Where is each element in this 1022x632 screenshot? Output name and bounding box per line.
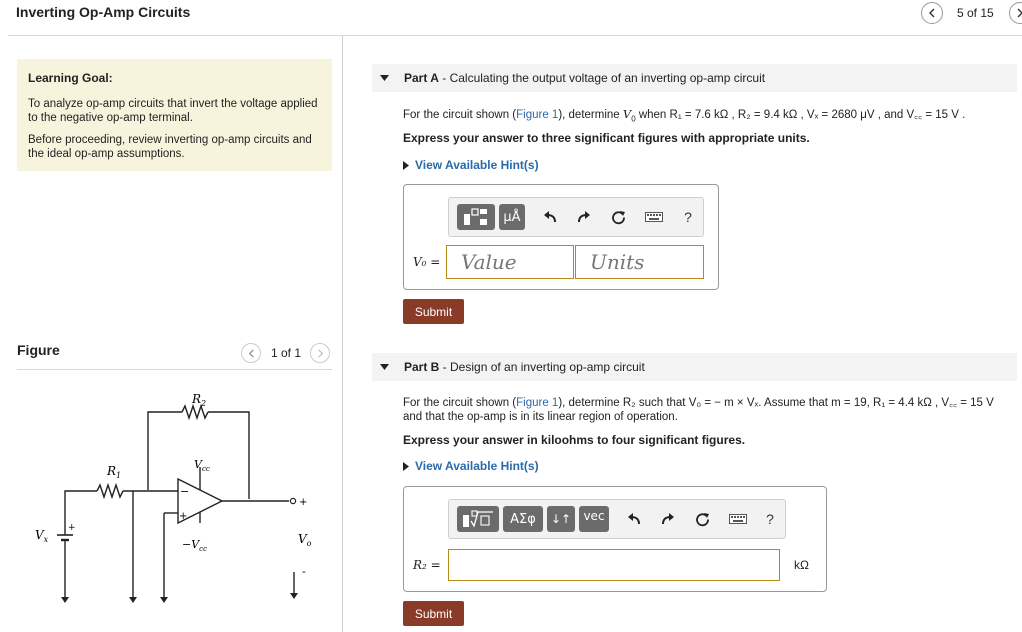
svg-text:+: + (299, 497, 308, 508)
part-a-variable-label: V₀ = (413, 255, 441, 269)
units-input[interactable]: Units (575, 245, 704, 279)
help-button[interactable]: ? (766, 511, 774, 527)
part-b-variable-label: R₂ = (413, 558, 441, 572)
learning-goal-review-text: Before proceeding, review inverting op-amp circuits and the ideal op-amp assumptions. (28, 134, 312, 160)
ground-arrow-icon (160, 597, 168, 603)
templates-sqrt-icon (462, 510, 494, 528)
templates-icon (463, 208, 489, 226)
svg-text:-: - (302, 565, 306, 578)
caret-right-icon (403, 462, 409, 471)
previous-page-button[interactable] (921, 2, 943, 24)
figure-prev-button[interactable] (241, 343, 261, 363)
svg-text:Vx: $V_x$ (35, 528, 49, 544)
page-counter: 5 of 15 (957, 6, 994, 20)
part-a-figure-link[interactable]: Figure 1 (516, 109, 559, 121)
resistor-r1 (97, 485, 123, 497)
part-a-hint-toggle[interactable]: View Available Hint(s) (403, 158, 539, 172)
part-a-submit-button[interactable]: Submit (403, 299, 464, 324)
chevron-left-icon (247, 349, 256, 358)
part-a-answer-frame (403, 184, 719, 290)
figure-next-button[interactable] (310, 343, 330, 363)
page-title: Inverting Op-Amp Circuits (16, 4, 191, 20)
part-b-title: Design of an inverting op-amp circuit (450, 360, 645, 374)
part-b-label: Part B (404, 360, 440, 374)
part-b-toolbar (448, 499, 786, 539)
svg-text:Vcc: $V_{cc}$ (194, 458, 210, 473)
part-b-hint-toggle[interactable]: View Available Hint(s) (403, 459, 539, 473)
reset-icon[interactable] (605, 204, 631, 230)
svg-text:−Vcc: $-V_{cc}$ (182, 538, 208, 553)
svg-text:Vo: $V_o$ (298, 532, 312, 548)
figure-divider (17, 369, 332, 370)
part-b-header[interactable]: Part B - Design of an inverting op-amp circuit (372, 353, 1017, 381)
svg-text:+: + (68, 523, 76, 533)
collapse-triangle-icon (380, 364, 389, 371)
svg-text:+: + (179, 511, 188, 522)
templates-button[interactable] (457, 506, 499, 532)
part-b-question: For the circuit shown (Figure 1), determine R₂ such that V₀ = − m × Vₓ. Assume that m = 19, R₁ = 4.4 kΩ , V꜀꜀ = 15 V and that the op-amp is in its linear region of operation. (403, 397, 994, 423)
chevron-right-icon (316, 349, 325, 358)
svg-text:R1: $R_1$ (107, 464, 122, 480)
part-b-submit-button[interactable]: Submit (403, 601, 464, 626)
subscript-superscript-button[interactable]: ↓↑ (547, 506, 575, 532)
value-input[interactable]: Value (446, 245, 574, 279)
ground-arrow-icon (61, 597, 69, 603)
learning-goal-box (17, 59, 332, 171)
redo-icon[interactable] (571, 204, 597, 230)
redo-icon[interactable] (655, 506, 681, 532)
part-a-label: Part A (404, 71, 439, 85)
part-a-instruction: Express your answer to three significant figures with appropriate units. (403, 131, 810, 145)
answer-unit-label: kΩ (794, 558, 809, 572)
caret-right-icon (403, 161, 409, 170)
vector-button[interactable]: vec (579, 506, 609, 532)
part-a-question: For the circuit shown (Figure 1), determine $V_0$ when R₁ = 7.6 kΩ , R₂ = 9.4 kΩ , Vₓ = 2680 μV , and V꜀꜀ = 15 V . (403, 107, 966, 124)
r2-answer-input[interactable] (448, 549, 780, 581)
reset-icon[interactable] (689, 506, 715, 532)
next-page-button[interactable] (1009, 2, 1022, 24)
figure-heading: Figure (17, 342, 60, 358)
learning-goal-text: To analyze op-amp circuits that invert the voltage applied to the negative op-amp terminal. (28, 98, 318, 124)
chevron-right-icon (1015, 8, 1022, 18)
undo-icon[interactable] (537, 204, 563, 230)
greek-symbols-button[interactable]: ΑΣφ (503, 506, 543, 532)
output-terminal (290, 498, 295, 503)
part-a-title: Calculating the output voltage of an inverting op-amp circuit (449, 71, 766, 85)
learning-goal-title: Learning Goal: (28, 71, 113, 85)
keyboard-icon[interactable] (725, 506, 751, 532)
undo-icon[interactable] (621, 506, 647, 532)
circuit-diagram (17, 375, 332, 630)
figure-counter: 1 of 1 (271, 346, 302, 360)
svg-text:R2: $R_2$ (192, 392, 207, 408)
part-b-answer-frame (403, 486, 827, 592)
templates-button[interactable] (457, 204, 495, 230)
part-a-header[interactable]: Part A - Calculating the output voltage of an inverting op-amp circuit (372, 64, 1017, 92)
part-a-toolbar (448, 197, 704, 237)
part-b-instruction: Express your answer in kiloohms to four significant figures. (403, 433, 746, 447)
collapse-triangle-icon (380, 75, 389, 82)
units-button[interactable]: μÅ (499, 204, 525, 230)
panel-divider (342, 36, 343, 632)
part-b-figure-link[interactable]: Figure 1 (516, 397, 559, 409)
svg-text:−: − (180, 485, 190, 498)
keyboard-icon[interactable] (641, 204, 667, 230)
chevron-left-icon (927, 8, 937, 18)
header-divider (8, 35, 1022, 36)
help-button[interactable]: ? (684, 209, 692, 225)
ground-arrow-icon (290, 593, 298, 599)
